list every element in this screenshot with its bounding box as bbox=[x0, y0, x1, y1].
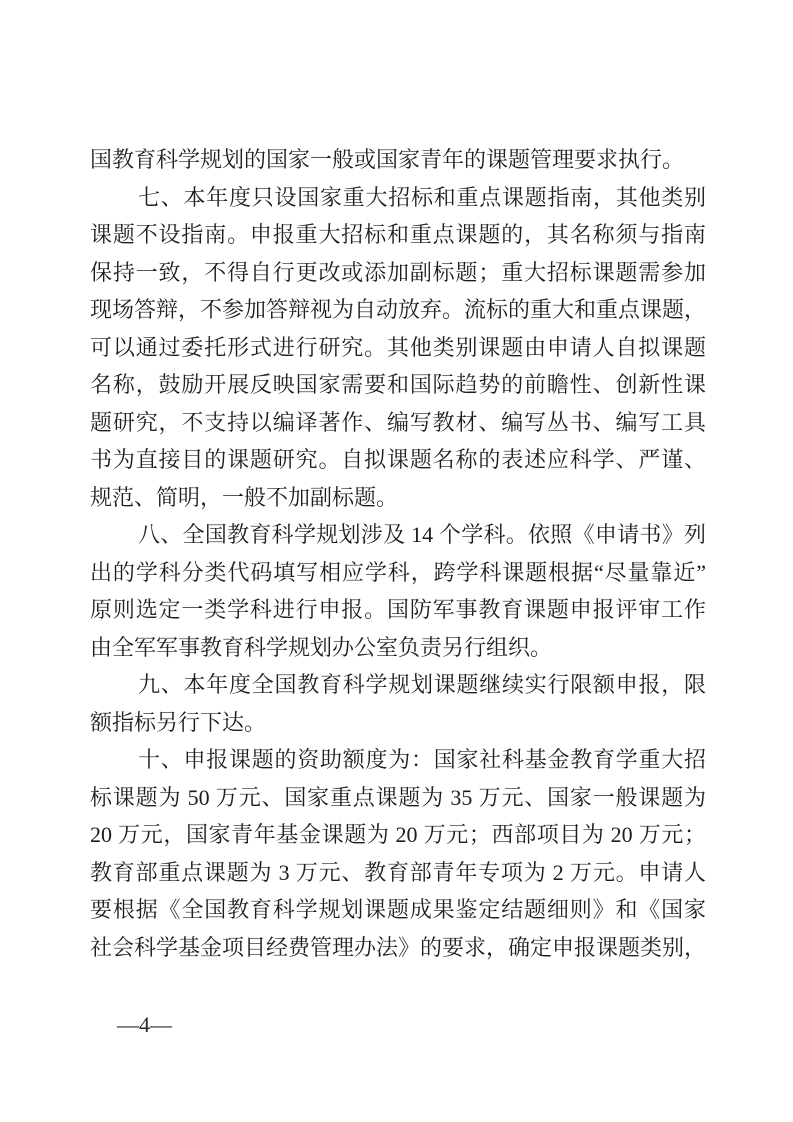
text-line: 保持一致，不得自行更改或添加副标题；重大招标课题需参加 bbox=[90, 259, 706, 285]
text-line: 十、申报课题的资助额度为：国家社科基金教育学重大招 bbox=[138, 747, 706, 772]
paragraph bbox=[90, 141, 706, 179]
text-line: 社会科学基金项目经费管理办法》的要求，确定申报课题类别， bbox=[90, 934, 707, 960]
paragraph bbox=[90, 666, 706, 741]
text-line: 原则选定一类学科进行申报。国防军事教育课题申报评审工作 bbox=[90, 597, 706, 622]
text-line: 由全军军事教育科学规划办公室负责另行组织。 bbox=[90, 634, 553, 660]
paragraph bbox=[90, 179, 706, 517]
text-line: 七、本年度只设国家重大招标和重点课题指南，其他类别 bbox=[138, 184, 706, 210]
text-line: 书为直接目的课题研究。自拟课题名称的表述应科学、严谨、 bbox=[90, 447, 706, 472]
text-block bbox=[90, 141, 706, 966]
text-line: 国教育科学规划的国家一般或国家青年的课题管理要求执行。 bbox=[90, 147, 685, 172]
text-line: 标课题为 50 万元、国家重点课题为 35 万元、国家一般课题为 bbox=[90, 784, 706, 810]
text-line: 课题不设指南。申报重大招标和重点课题的，其名称须与指南 bbox=[90, 222, 706, 247]
text-line: 出的学科分类代码填写相应学科，跨学科课题根据“尽量靠近” bbox=[90, 559, 707, 585]
paragraph bbox=[90, 516, 706, 666]
text-line: 规范、简明，一般不加副标题。 bbox=[90, 484, 399, 510]
text-line: 20 万元，国家青年基金课题为 20 万元；西部项目为 20 万元； bbox=[90, 822, 706, 847]
paragraph bbox=[90, 741, 706, 966]
text-line: 额指标另行下达。 bbox=[90, 709, 267, 735]
text-line: 题研究，不支持以编译著作、编写教材、编写丛书、编写工具 bbox=[90, 409, 706, 435]
text-line: 要根据《全国教育科学规划课题成果鉴定结题细则》和《国家 bbox=[90, 897, 706, 922]
text-line: 现场答辩，不参加答辩视为自动放弃。流标的重大和重点课题， bbox=[90, 297, 707, 322]
text-line: 八、全国教育科学规划涉及 14 个学科。依照《申请书》列 bbox=[138, 522, 706, 547]
text-line: 可以通过委托形式进行研究。其他类别课题由申请人自拟课题 bbox=[90, 334, 706, 360]
text-line: 名称，鼓励开展反映国家需要和国际趋势的前瞻性、创新性课 bbox=[90, 372, 706, 397]
page-number: —4— bbox=[117, 1012, 172, 1037]
text-line: 教育部重点课题为 3 万元、教育部青年专项为 2 万元。申请人 bbox=[90, 859, 706, 885]
text-line: 九、本年度全国教育科学规划课题继续实行限额申报，限 bbox=[138, 672, 706, 697]
